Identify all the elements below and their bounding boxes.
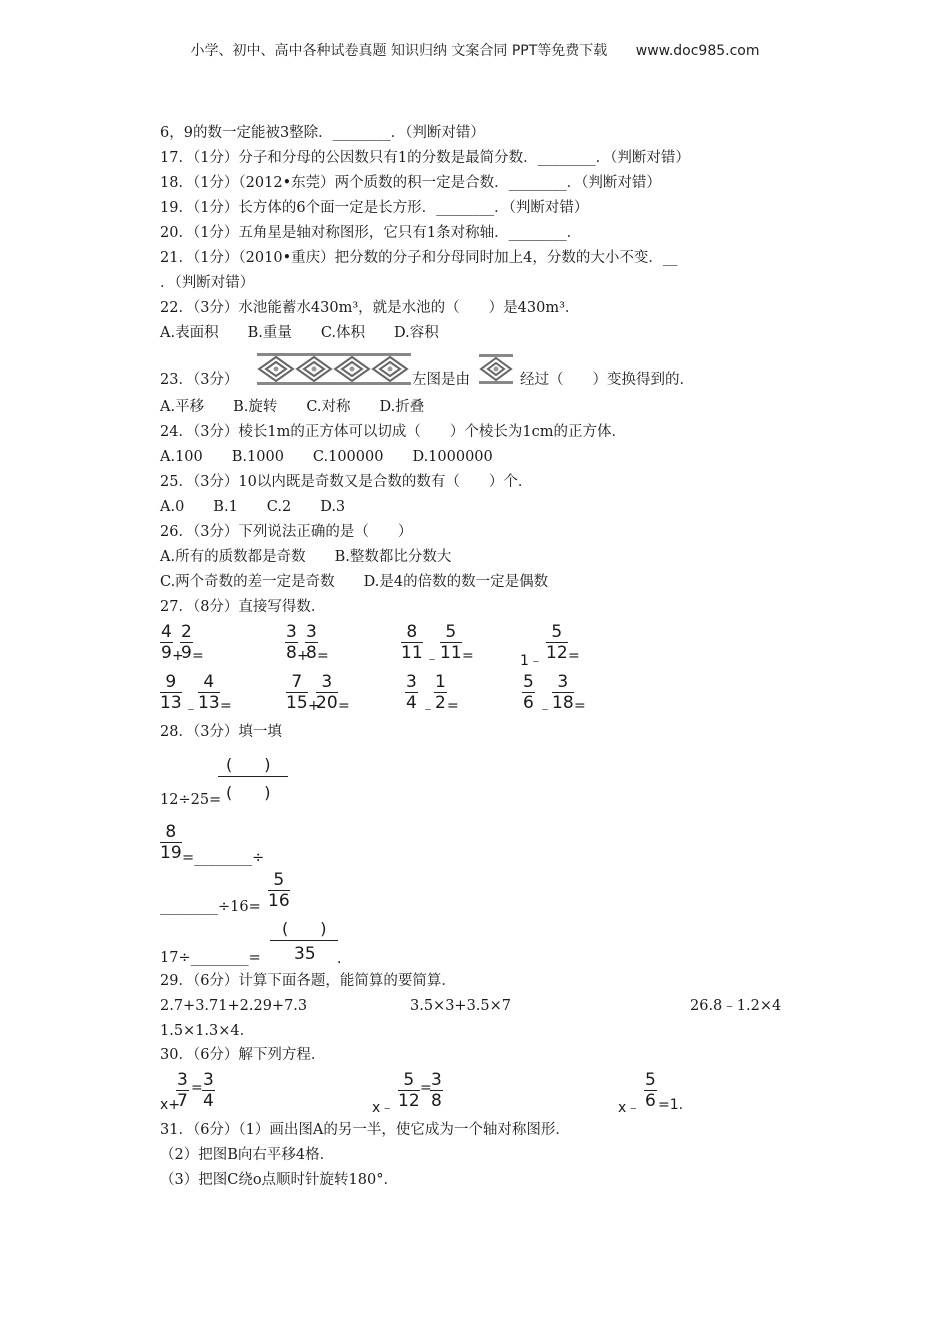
fraction: $\frac{8}{11}$	[401, 622, 423, 663]
fraction-bar	[270, 940, 338, 941]
header-title: 小学、初中、高中各种试卷真题 知识归纳 文案合同 PPT等免费下载	[190, 43, 608, 59]
equals: =	[574, 698, 586, 714]
denominator: 35	[294, 944, 316, 964]
operator: ﹣	[184, 701, 198, 717]
blank-paren: ( )	[226, 783, 271, 802]
unit-pattern-image	[479, 352, 513, 386]
fraction: $\frac{8}{19}$	[160, 822, 182, 863]
q19-text: 19．（1分）长方体的6个面一定是长方形．________．（判断对错）	[160, 200, 589, 216]
q17-text: 17．（1分）分子和分母的公因数只有1的分数是最简分数．________．（判断对错）	[160, 150, 690, 166]
q29-expr-2: 3.5×3+3.5×7	[410, 998, 512, 1014]
q21-text: 21．（1分）（2010•重庆）把分数的分子和分母同时加上4，分数的大小不变．__	[160, 250, 678, 266]
q24-options: A.100 B.1000 C.100000 D.1000000	[160, 449, 493, 465]
equals: =	[220, 698, 232, 714]
fraction: $\frac{5}{12}$	[546, 622, 568, 663]
q25-options: A.0 B.1 C.2 D.3	[160, 499, 346, 515]
q28-part4: 17÷________=	[160, 950, 261, 966]
operator: ﹣	[425, 651, 439, 667]
fraction: $\frac{2}{9}$	[181, 622, 192, 663]
q24-text: 24．（3分）棱长1m的正方体可以切成（ ）个棱长为1cm的正方体．	[160, 424, 626, 440]
blank-paren: ( )	[226, 755, 271, 774]
fraction: $\frac{5}{16}$	[268, 870, 290, 911]
operator: +	[172, 648, 184, 664]
operator: ﹣	[538, 701, 552, 717]
q23-text	[160, 370, 238, 390]
fraction: $\frac{9}{13}$	[160, 672, 182, 713]
fraction: $\frac{3}{4}$	[203, 1070, 214, 1111]
q31-part3: （3）把图C绕o点顺时针旋转180°．	[160, 1172, 398, 1188]
equals: =	[447, 698, 459, 714]
equals: =	[317, 648, 329, 664]
operator: +	[308, 698, 320, 714]
equals: =	[338, 698, 350, 714]
fraction: $\frac{1}{2}$	[435, 672, 446, 713]
fraction: $\frac{3}{8}$	[431, 1070, 442, 1111]
q26-options-a: A.所有的质数都是奇数 B.整数都比分数大	[160, 549, 452, 565]
q26-options-b: C.两个奇数的差一定是奇数 D.是4的倍数的数一定是偶数	[160, 574, 549, 590]
q29-expr-3: 26.8﹣1.2×4	[690, 998, 782, 1014]
fraction: $\frac{3}{7}$	[177, 1070, 188, 1111]
page-header	[0, 40, 950, 60]
equals: =1.	[658, 1097, 684, 1113]
q28-part2: =________÷	[182, 850, 265, 866]
q20-text: 20．（1分）五角星是轴对称图形，它只有1条对称轴．________．	[160, 225, 582, 241]
equals: =	[462, 648, 474, 664]
q28-text: 28．（3分）填一填	[160, 724, 282, 740]
q21-text-cont: ．（判断对错）	[160, 275, 255, 291]
fraction: $\frac{3}{18}$	[552, 672, 574, 713]
q29-text: 29．（6分）计算下面各题，能简算的要简算．	[160, 973, 456, 989]
fraction: $\frac{5}{11}$	[440, 622, 462, 663]
fraction-bar	[218, 776, 288, 777]
q22-options: A.表面积 B.重量 C.体积 D.容积	[160, 325, 439, 341]
fraction: $\frac{3}{8}$	[306, 622, 317, 663]
q23-label: 23．（3分）	[160, 372, 239, 388]
border-pattern-image	[257, 351, 411, 387]
fraction: $\frac{5}{6}$	[523, 672, 534, 713]
q31-text: 31．（6分）（1）画出图A的另一半，使它成为一个轴对称图形．	[160, 1122, 570, 1138]
fraction: $\frac{5}{6}$	[645, 1070, 656, 1111]
q25-text: 25．（3分）10以内既是奇数又是合数的数有（ ）个．	[160, 474, 533, 490]
q30-text: 30．（6分）解下列方程．	[160, 1047, 326, 1063]
variable: x﹣	[618, 1100, 641, 1116]
fraction: $\frac{3}{4}$	[406, 672, 417, 713]
q23-text-b: 左图是由	[412, 372, 470, 388]
q28-part1: 12÷25=	[160, 792, 222, 808]
fraction: $\frac{7}{15}$	[286, 672, 308, 713]
equals: =	[191, 1080, 203, 1096]
q27-text: 27．（8分）直接写得数．	[160, 599, 326, 615]
fraction: $\frac{3}{8}$	[286, 622, 297, 663]
q28-part3: ________÷16=	[160, 899, 261, 915]
equals: =	[568, 648, 580, 664]
q22-text: 22．（3分）水池能蓄水430m³，就是水池的（ ）是430m³．	[160, 300, 580, 316]
q31-part2: （2）把图B向右平移4格．	[160, 1147, 335, 1163]
operator: +	[297, 648, 309, 664]
q26-text: 26．（3分）下列说法正确的是（ ）	[160, 524, 413, 540]
operator: 1﹣	[520, 653, 543, 669]
q16-text: 6，9的数一定能被3整除．________．（判断对错）	[160, 125, 485, 141]
q29-expr-4: 1.5×1.3×4．	[160, 1023, 255, 1039]
q23-text-c: 经过（ ）变换得到的．	[520, 372, 694, 388]
period: ．	[337, 951, 351, 967]
fraction: $\frac{5}{12}$	[398, 1070, 420, 1111]
header-site: www.doc985.com	[635, 43, 760, 59]
q18-text: 18．（1分）（2012•东莞）两个质数的积一定是合数．________．（判断对错）	[160, 175, 661, 191]
variable: x﹣	[372, 1100, 395, 1116]
operator: ﹣	[421, 701, 435, 717]
fraction: $\frac{4}{13}$	[198, 672, 220, 713]
q23-options: A.平移 B.旋转 C.对称 D.折叠	[160, 399, 425, 415]
blank-paren: ( )	[282, 919, 327, 938]
equals: =	[192, 648, 204, 664]
fraction: $\frac{4}{9}$	[161, 622, 172, 663]
variable: x+	[160, 1097, 181, 1113]
equals: =	[420, 1080, 432, 1096]
fraction: $\frac{3}{20}$	[316, 672, 338, 713]
q29-expr-1: 2.7+3.71+2.29+7.3	[160, 998, 308, 1014]
